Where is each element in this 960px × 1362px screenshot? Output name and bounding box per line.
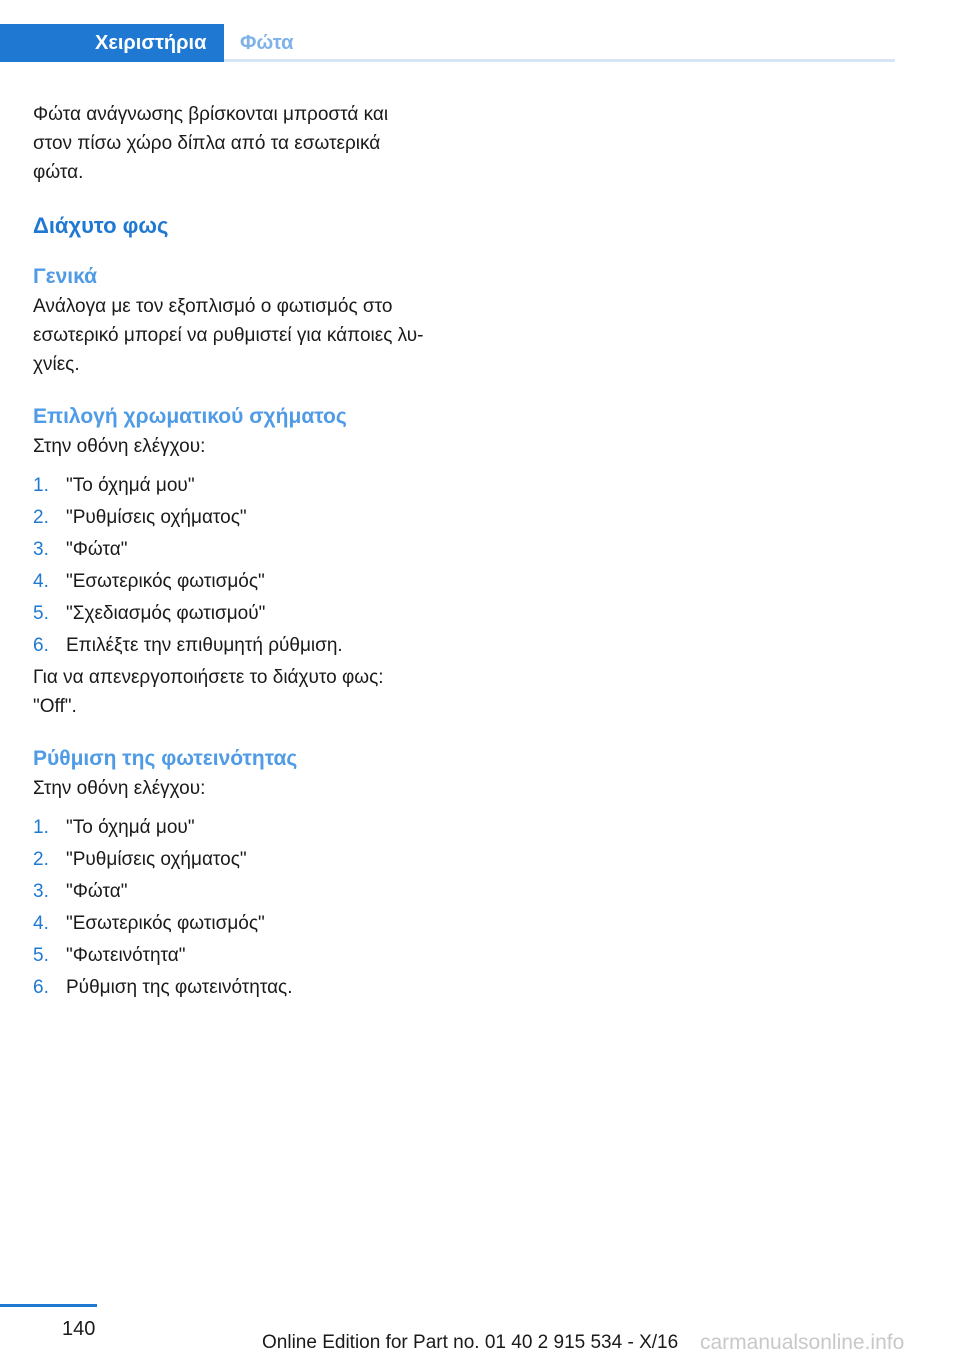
list-item bbox=[33, 534, 458, 566]
step-number: 4. bbox=[33, 913, 49, 934]
text-line: χνίες. bbox=[33, 354, 80, 375]
intro-paragraph bbox=[33, 100, 458, 187]
edition-note: Online Edition for Part no. 01 40 2 915 534 - X/16 bbox=[262, 1332, 679, 1353]
text-line: Για να απενεργοποιήσετε το διάχυτο φως: bbox=[33, 667, 384, 688]
list-item bbox=[33, 630, 458, 662]
page-header bbox=[0, 24, 895, 62]
list-item bbox=[33, 812, 458, 844]
step-number: 3. bbox=[33, 539, 49, 560]
text-line: εσωτερικό μπορεί να ρυθμιστεί για κάποιες λυ- bbox=[33, 325, 424, 346]
tab-lights[interactable]: Φώτα bbox=[240, 32, 294, 54]
step-number: 6. bbox=[33, 977, 49, 998]
text-line: Φώτα ανάγνωσης βρίσκονται μπροστά και bbox=[33, 104, 389, 125]
step-text: "Σχεδιασμός φωτισμού" bbox=[66, 603, 266, 624]
step-number: 4. bbox=[33, 571, 49, 592]
section-title-ambient-light: Διάχυτο φως bbox=[33, 213, 169, 238]
subsection-title-color-scheme: Επιλογή χρωματικού σχήματος bbox=[33, 405, 347, 428]
step-text: "Το όχημά μου" bbox=[66, 475, 195, 496]
footer-divider bbox=[0, 1304, 97, 1307]
list-item bbox=[33, 566, 458, 598]
list-item bbox=[33, 972, 458, 1004]
tab-controls[interactable]: Χειριστήρια bbox=[0, 24, 224, 62]
general-paragraph bbox=[33, 292, 458, 379]
color-scheme-steps bbox=[33, 470, 458, 662]
step-text: "Το όχημά μου" bbox=[66, 817, 195, 838]
disable-ambient-paragraph bbox=[33, 663, 458, 721]
step-number: 6. bbox=[33, 635, 49, 656]
step-number: 3. bbox=[33, 881, 49, 902]
list-item bbox=[33, 598, 458, 630]
text-line: στον πίσω χώρο δίπλα από τα εσωτερικά bbox=[33, 133, 381, 154]
step-number: 2. bbox=[33, 507, 49, 528]
step-number: 5. bbox=[33, 945, 49, 966]
step-text: "Φωτεινότητα" bbox=[66, 945, 186, 966]
list-item bbox=[33, 940, 458, 972]
step-number: 5. bbox=[33, 603, 49, 624]
step-number: 1. bbox=[33, 817, 49, 838]
list-item bbox=[33, 470, 458, 502]
page-content bbox=[33, 100, 458, 1004]
page-number: 140 bbox=[62, 1318, 96, 1340]
list-item bbox=[33, 908, 458, 940]
subsection-title-brightness: Ρύθμιση της φωτεινότητας bbox=[33, 747, 298, 770]
color-scheme-lead: Στην οθόνη ελέγχου: bbox=[33, 436, 206, 457]
text-line: Ανάλογα με τον εξοπλισμό ο φωτισμός στο bbox=[33, 296, 393, 317]
list-item bbox=[33, 502, 458, 534]
step-text: Επιλέξτε την επιθυμητή ρύθμιση. bbox=[66, 635, 343, 656]
step-text: Ρύθμιση της φωτεινότητας. bbox=[66, 977, 293, 998]
step-text: "Ρυθμίσεις οχήματος" bbox=[66, 849, 247, 870]
step-number: 2. bbox=[33, 849, 49, 870]
step-text: "Ρυθμίσεις οχήματος" bbox=[66, 507, 247, 528]
text-line: "Off". bbox=[33, 696, 77, 717]
subsection-title-general: Γενικά bbox=[33, 265, 98, 288]
step-text: "Εσωτερικός φωτισμός" bbox=[66, 571, 265, 592]
brightness-lead: Στην οθόνη ελέγχου: bbox=[33, 778, 206, 799]
list-item bbox=[33, 844, 458, 876]
step-text: "Φώτα" bbox=[66, 539, 128, 560]
text-line: φώτα. bbox=[33, 162, 84, 183]
step-text: "Εσωτερικός φωτισμός" bbox=[66, 913, 265, 934]
step-text: "Φώτα" bbox=[66, 881, 128, 902]
brightness-steps bbox=[33, 812, 458, 1004]
step-number: 1. bbox=[33, 475, 49, 496]
list-item bbox=[33, 876, 458, 908]
watermark: carmanualsonline.info bbox=[700, 1331, 905, 1354]
